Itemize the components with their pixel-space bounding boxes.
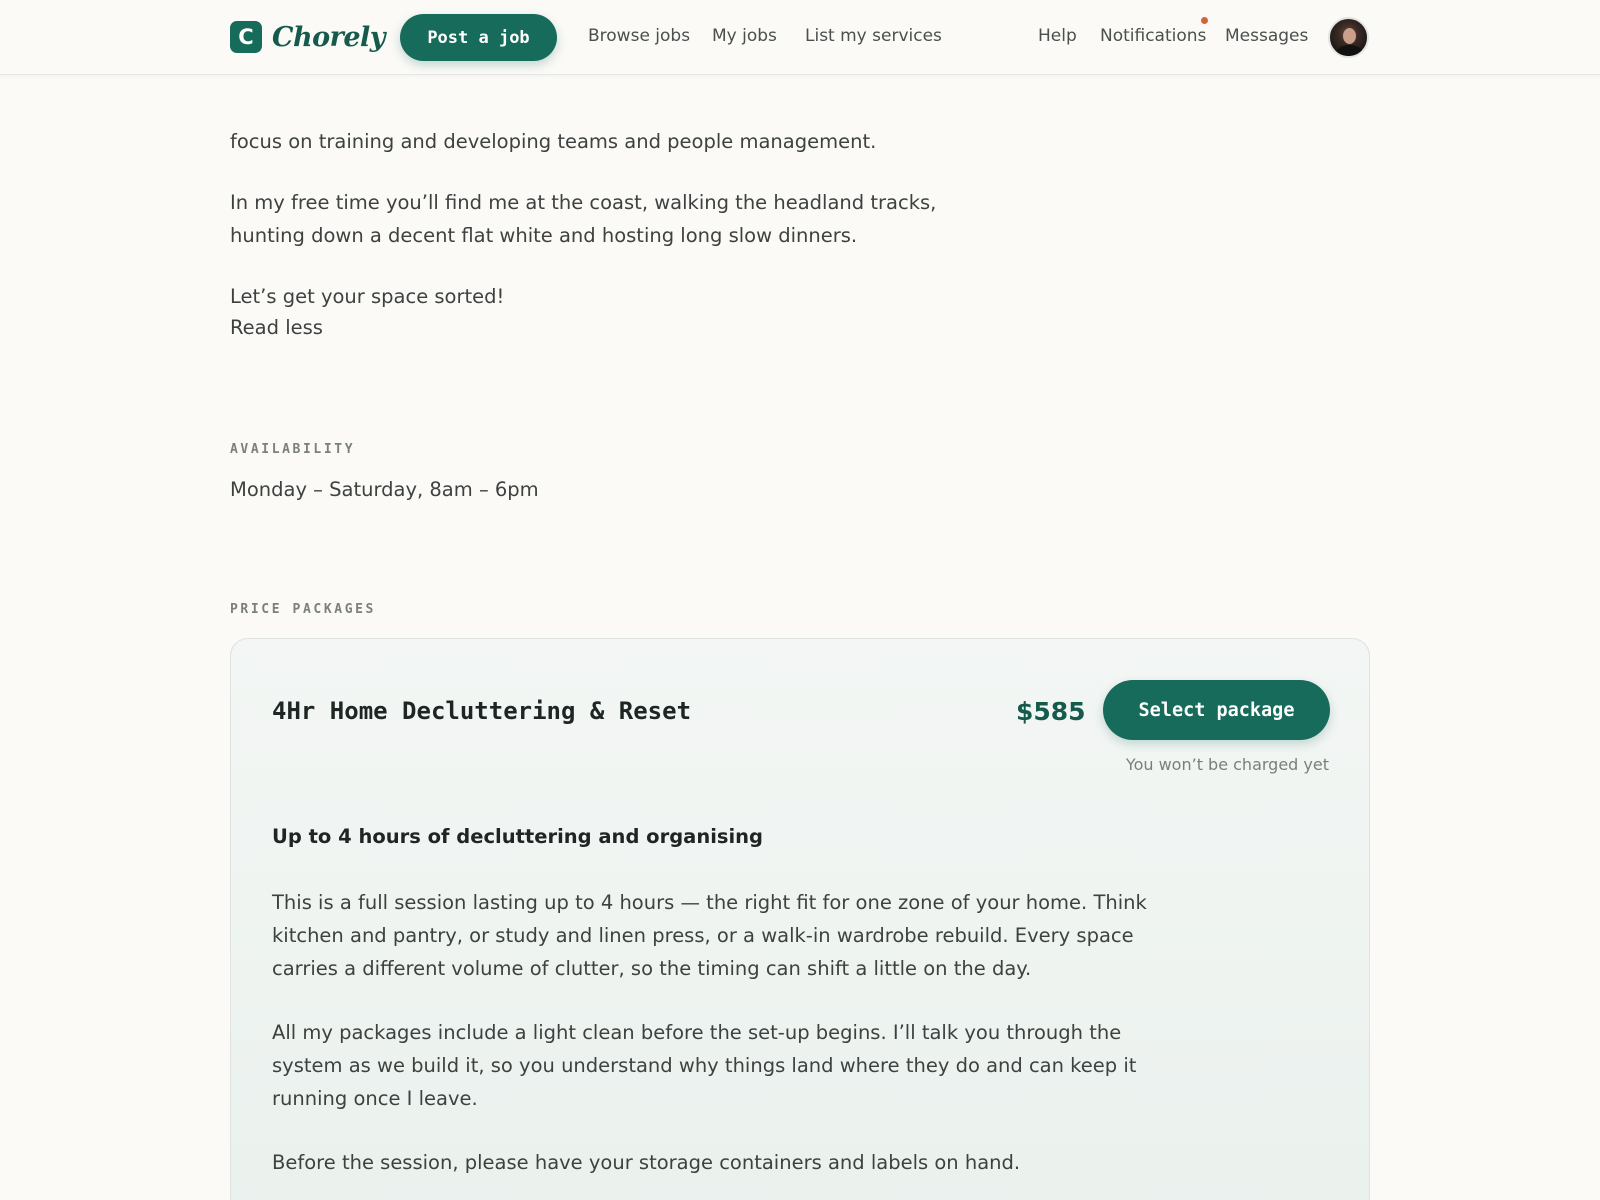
price-packages-label: PRICE PACKAGES (230, 602, 376, 617)
logo-wordmark: Chorely (272, 21, 385, 53)
nav-notifications[interactable]: Notifications (1100, 26, 1207, 46)
package-description-paragraph: This is a full session lasting up to 4 hours — the right fit for one zone of your home. Think kitchen and pantry, or study and linen press, or a walk-in wardrobe rebuild. Every space carries a different volume of clutter, so the timing can shift a little on the day. (272, 891, 1147, 980)
nav-list-my-services[interactable]: List my services (805, 26, 942, 46)
availability-label: AVAILABILITY (230, 442, 356, 457)
top-navigation-bar (0, 0, 1600, 75)
select-package-button[interactable]: Select package (1103, 680, 1330, 740)
bio-paragraph: focus on training and developing teams and people management. (230, 130, 877, 153)
avatar-face (1343, 28, 1356, 44)
notification-dot-icon (1201, 17, 1208, 24)
nav-my-jobs[interactable]: My jobs (712, 26, 777, 46)
read-less-link[interactable]: Read less (230, 316, 323, 339)
availability-value: Monday – Saturday, 8am – 6pm (230, 478, 539, 501)
package-price: $585 (1016, 697, 1086, 726)
bio-paragraph: Let’s get your space sorted! (230, 285, 505, 308)
logo-mark-icon: C (230, 21, 262, 53)
avatar-body (1336, 45, 1363, 58)
nav-help[interactable]: Help (1038, 26, 1077, 46)
package-title: 4Hr Home Decluttering & Reset (272, 697, 692, 725)
package-description-paragraph: All my packages include a light clean before the set-up begins. I’ll talk you through the system as we build it, so you understand why things land where they do and can keep it running once I leave. (272, 1021, 1137, 1110)
post-a-job-button[interactable]: Post a job (400, 14, 557, 61)
chorely-logo[interactable] (230, 21, 385, 53)
nav-browse-jobs[interactable]: Browse jobs (588, 26, 691, 46)
user-avatar[interactable] (1328, 17, 1369, 58)
package-description-paragraph: Before the session, please have your storage containers and labels on hand. (272, 1151, 1021, 1174)
charge-note: You won’t be charged yet (1125, 755, 1329, 774)
bio-paragraph: In my free time you’ll find me at the coast, walking the headland tracks, hunting down a decent flat white and hosting long slow dinners. (230, 191, 937, 247)
package-card (230, 638, 1370, 1200)
nav-messages[interactable]: Messages (1225, 26, 1309, 46)
package-subtitle: Up to 4 hours of decluttering and organising (272, 825, 764, 848)
